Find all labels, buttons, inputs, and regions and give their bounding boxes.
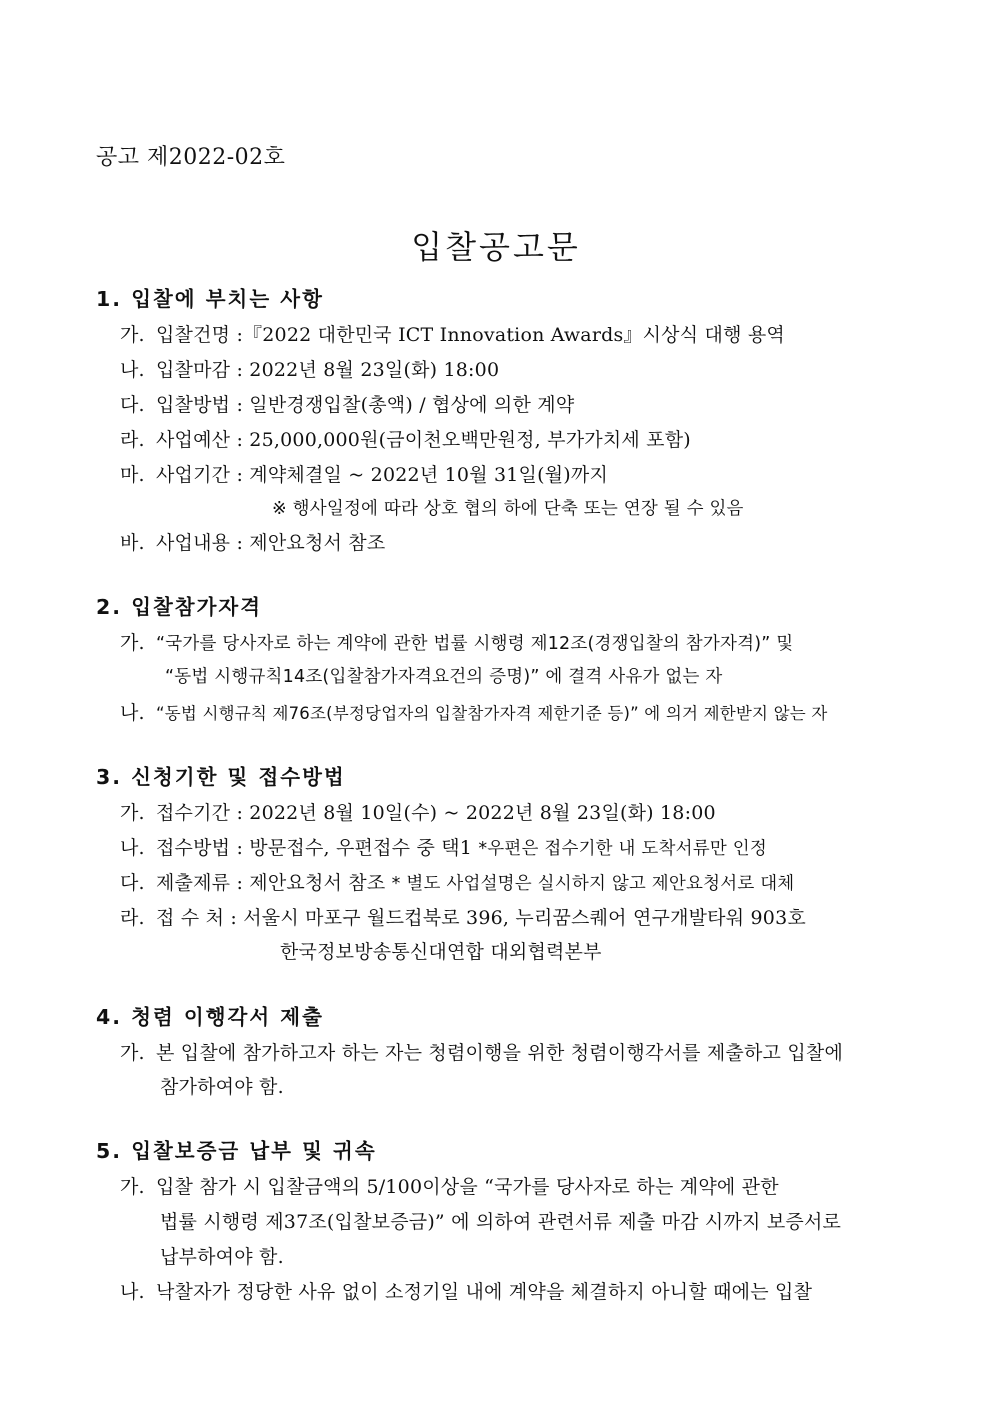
project-content: 사업내용 : 제안요청서 참조 <box>156 532 386 554</box>
project-period: 사업기간 : 계약체결일 ~ 2022년 10월 31일(월)까지 <box>156 464 609 486</box>
item-marker: 가. <box>120 632 145 654</box>
item-marker: 나. <box>120 702 145 724</box>
s5-ga-line1: 입찰 참가 시 입찰금액의 5/100이상을 “국가를 당사자로 하는 계약에 관한 <box>156 1176 779 1198</box>
s3-item-ga <box>120 798 716 825</box>
item-marker: 가. <box>120 1042 145 1064</box>
item-marker: 마. <box>120 464 145 486</box>
item-marker: 가. <box>120 1176 145 1198</box>
submission-docs-note: * 별도 사업설명은 실시하지 않고 제안요청서로 대체 <box>391 874 795 894</box>
s4-item-ga <box>120 1038 843 1065</box>
s1-item-ra <box>120 425 691 452</box>
s3-item-na <box>120 833 767 860</box>
item-marker: 라. <box>120 429 145 451</box>
item-marker: 나. <box>120 837 145 859</box>
s1-item-ma <box>120 460 608 487</box>
s5-ga-line3: 납부하여야 함. <box>160 1246 284 1268</box>
s5-na-line1: 낙찰자가 정당한 사유 없이 소정기일 내에 계약을 체결하지 아니할 때에는 입찰 <box>156 1281 813 1303</box>
s2-ga-line1: “국가를 당사자로 하는 계약에 관한 법률 시행령 제12조(경쟁입찰의 참가자격)” 및 <box>156 634 794 654</box>
item-marker: 가. <box>120 802 145 824</box>
s4-ga-line2: 참가하여야 함. <box>160 1076 284 1098</box>
s2-na-line: “동법 시행규칙 제76조(부정당업자의 입찰참가자격 제한기준 등)” 에 의거 제한받지 않는 자 <box>156 704 828 723</box>
s1-item-na <box>120 355 499 382</box>
item-marker: 가. <box>120 324 145 346</box>
document-title: 입찰공고문 <box>411 228 581 266</box>
s4-ga-line1: 본 입찰에 참가하고자 하는 자는 청렴이행을 위한 청렴이행각서를 제출하고 입찰에 <box>156 1042 843 1064</box>
item-marker: 다. <box>120 872 145 894</box>
item-marker: 다. <box>120 394 145 416</box>
section-2-heading: 2. 입찰참가자격 <box>96 595 263 619</box>
bid-method: 입찰방법 : 일반경쟁입찰(총액) / 협상에 의한 계약 <box>156 394 575 416</box>
section-5-heading: 5. 입찰보증금 납부 및 귀속 <box>96 1139 377 1163</box>
project-budget: 사업예산 : 25,000,000원(금이천오백만원정, 부가가치세 포함) <box>156 429 691 451</box>
s5-ga-line2: 법률 시행령 제37조(입찰보증금)” 에 의하여 관련서류 제출 마감 시까지 보증서로 <box>160 1211 842 1233</box>
item-marker: 라. <box>120 907 145 929</box>
s2-item-ga <box>120 628 793 655</box>
bid-deadline: 입찰마감 : 2022년 8월 23일(화) 18:00 <box>156 359 500 381</box>
submission-docs: 제출제류 : 제안요청서 참조 <box>156 872 386 894</box>
item-marker: 바. <box>120 532 145 554</box>
notice-number: 공고 제2022-02호 <box>96 145 286 170</box>
s1-item-ga <box>120 320 785 347</box>
section-1-heading: 1. 입찰에 부치는 사항 <box>96 287 324 311</box>
item-marker: 나. <box>120 359 145 381</box>
s1-item-da <box>120 390 574 417</box>
receipt-place-label: 접 수 처 : <box>156 907 237 929</box>
s1-item-ba <box>120 528 385 555</box>
s5-item-ga <box>120 1172 779 1199</box>
bid-name: 입찰건명 :『2022 대한민국 ICT Innovation Awards』시상식 대행 용역 <box>156 324 785 346</box>
s3-item-da <box>120 868 794 895</box>
s2-item-na <box>120 698 827 725</box>
receipt-place-org: 한국정보방송통신대연합 대외협력본부 <box>280 941 602 963</box>
receipt-period: 접수기간 : 2022년 8월 10일(수) ~ 2022년 8월 23일(화) 18:00 <box>156 802 716 824</box>
s3-item-ra <box>120 903 806 930</box>
section-4-heading: 4. 청렴 이행각서 제출 <box>96 1005 324 1029</box>
s5-item-na <box>120 1277 812 1304</box>
receipt-method: 접수방법 : 방문접수, 우편접수 중 택1 <box>156 837 473 859</box>
section-3-heading: 3. 신청기한 및 접수방법 <box>96 765 346 789</box>
receipt-method-note: *우편은 접수기한 내 도착서류만 인정 <box>478 839 767 859</box>
s2-ga-line2: “동법 시행규칙14조(입찰참가자격요건의 증명)” 에 결격 사유가 없는 자 <box>165 667 723 687</box>
receipt-place-address: 서울시 마포구 월드컵북로 396, 누리꿈스퀘어 연구개발타워 903호 <box>243 907 806 929</box>
schedule-note: ※ 행사일정에 따라 상호 협의 하에 단축 또는 연장 될 수 있음 <box>272 499 744 519</box>
item-marker: 나. <box>120 1281 145 1303</box>
